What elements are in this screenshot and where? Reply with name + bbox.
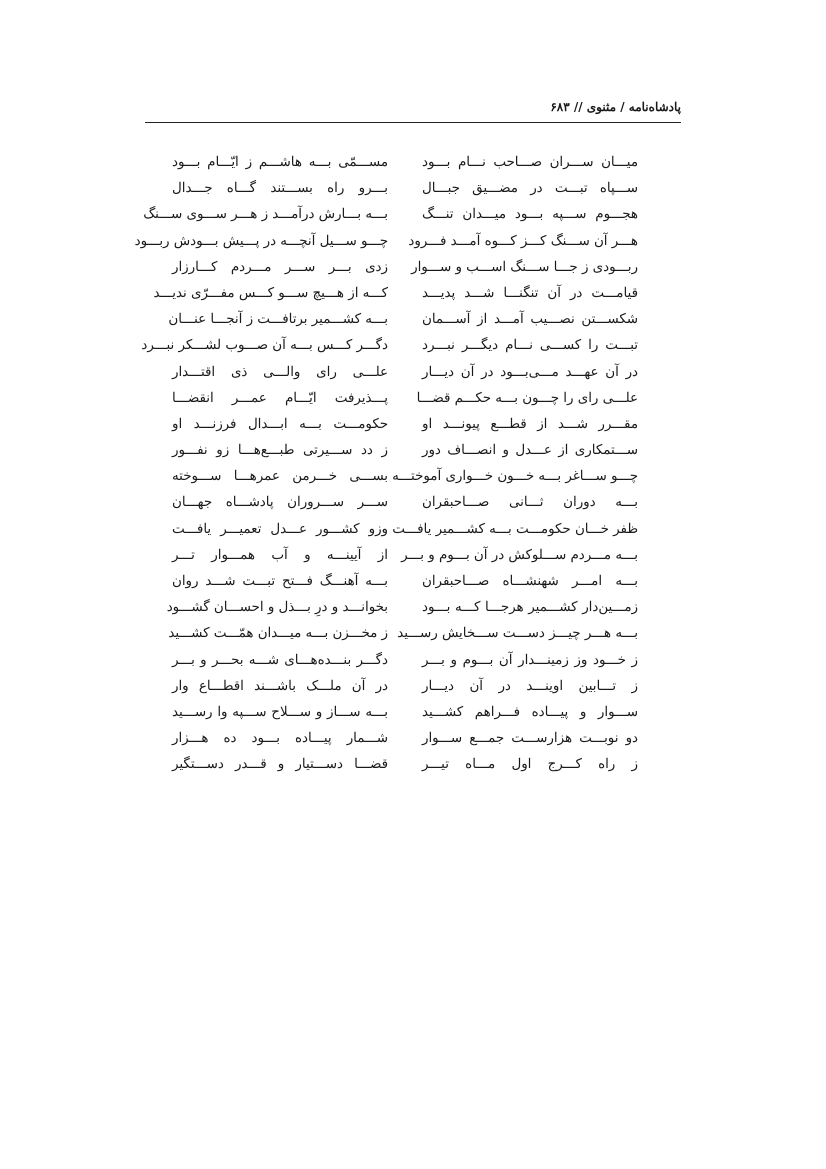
verse-hemistich-first: بـــه دوران ثـــانی صـــاحبقران	[422, 495, 638, 511]
verse-hemistich-first: بـــه امـــر شهنشـــاه صـــاحبقران	[422, 574, 638, 589]
verse-hemistich-second: چـــو ســـیل آنچـــه در پـــیش بـــودش ربـــود	[134, 233, 388, 249]
verse-hemistich-first: دو نوبـــت هزارســـت جمـــع ســـوار	[422, 731, 638, 747]
verse-hemistich-second: بخوانـــد و درِ بـــذل و احســـان گشـــود	[166, 600, 388, 616]
verse-hemistich-first: مقـــرر شـــد از قطـــع پیونـــد او	[422, 416, 638, 432]
verse-hemistich-first: قیامـــت در آن تنگنـــا شـــد پدیـــد	[422, 285, 638, 301]
running-header	[145, 100, 681, 123]
verse-hemistich-second: کـــه از هـــیچ ســـو کـــس مفـــرّی ندیـــد	[153, 285, 388, 301]
verse-hemistich-second: در آن ملـــک باشـــند اقطـــاع وار	[172, 678, 388, 694]
verse-hemistich-second: بـــرو راه بســـتند گـــاه جـــدال	[172, 181, 388, 197]
left-hemistich-column	[134, 150, 388, 779]
verse-hemistich-first: بـــه مـــردم ســـلوکش در آن بـــوم و بـــر	[401, 547, 638, 563]
verse-hemistich-second: شـــمار پیـــاده بـــود ده هـــزار	[172, 731, 388, 747]
verse-hemistich-second: ز دد ســـیرتی طبـــع‌هـــا زو نفـــور	[172, 443, 388, 459]
verse-hemistich-first: ســـپاه تبـــت در مضـــیق جبـــال	[422, 181, 638, 197]
verse-hemistich-second: دگـــر بنـــده‌هـــای شـــه بحـــر و بـــر	[172, 652, 388, 668]
verse-hemistich-second: دگـــر کـــس بـــه آن صـــوب لشـــکر نبـــرد	[141, 338, 388, 354]
verse-hemistich-first: هجـــوم ســـپه بـــود میـــدان تنـــگ	[422, 207, 638, 223]
verse-hemistich-first: شکســـتن نصـــیب آمـــد از آســـمان	[422, 312, 638, 328]
verse-hemistich-second: پـــذیرفت ایّـــام عمـــر انقضـــا	[172, 390, 388, 406]
running-title: پادشاه‌نامه / مثنوی // ۶۸۳	[550, 100, 681, 114]
verse-hemistich-second: بـــه کشـــمیر برتافـــت ز آنجـــا عنـــان	[168, 312, 388, 328]
verse-hemistich-second: زدی بـــر ســـر مـــردم کـــارزار	[172, 259, 388, 275]
verse-hemistich-first: زمـــین‌دار کشـــمیر هرجـــا کـــه بـــود	[422, 600, 638, 616]
verse-hemistich-first: ز تـــابین اوینـــد در آن دیـــار	[422, 678, 638, 694]
verse-hemistich-first: چـــو ســـاغر بـــه خـــون خـــواری آموختـــه	[392, 469, 638, 485]
verse-hemistich-second: از آیینـــه و آب همـــوار تـــر	[172, 547, 388, 563]
verse-hemistich-second: حکومـــت بـــه ابـــدال فرزنـــد او	[172, 416, 388, 432]
verse-hemistich-first: ســـتمکاری از عـــدل و انصـــاف دور	[422, 443, 638, 459]
verse-hemistich-first: ربـــودی ز جـــا ســـنگ اســـب و ســـوار	[411, 259, 638, 275]
verse-hemistich-first: میـــان ســـران صـــاحب نـــام بـــود	[422, 155, 638, 170]
verse-hemistich-first: ز راه کـــرج اول مـــاه تیـــر	[422, 757, 638, 773]
verse-hemistich-second: ســـر ســـروران پادشـــاه جهـــان	[172, 495, 388, 511]
verse-hemistich-first: ز خـــود وز زمینـــدار آن بـــوم و بـــر	[422, 652, 638, 668]
verse-hemistich-second: ز مخـــزن بـــه میـــدان همّـــت کشـــید	[168, 626, 388, 642]
verse-hemistich-first: علـــی رای را چـــون بـــه حکـــم قضـــا	[416, 390, 638, 406]
verse-hemistich-first: تبـــت را کســـی نـــام دیگـــر نبـــرد	[422, 338, 638, 354]
poem-body	[134, 150, 638, 790]
verse-hemistich-second: وزو کشـــور عـــدل تعمیـــر یافـــت	[172, 521, 388, 537]
verse-hemistich-first: بـــه هـــر چیـــز دســـت ســـخایش رســـید	[397, 626, 638, 642]
verse-hemistich-second: بـــه آهنـــگ فـــتح تبـــت شـــد روان	[172, 574, 388, 589]
verse-hemistich-second: علـــی رای والـــی ذی اقتـــدار	[172, 364, 388, 380]
verse-hemistich-second: مســـمّی بـــه هاشـــم ز ایّـــام بـــود	[172, 155, 388, 170]
right-hemistich-column	[392, 150, 638, 779]
verse-hemistich-first: ســـوار و پیـــاده فـــراهم کشـــید	[422, 704, 638, 720]
verse-hemistich-second: بـــه ســـاز و ســـلاح ســـپه وا رســـید	[172, 704, 388, 720]
verse-hemistich-first: در آن عهـــد مـــی‌بـــود در آن دیـــار	[422, 364, 638, 380]
verse-hemistich-second: قضـــا دســـتیار و قـــدر دســـتگیر	[172, 757, 388, 773]
verse-hemistich-first: ظفر خـــان حکومـــت بـــه کشـــمیر یافـــت	[392, 521, 638, 537]
verse-hemistich-second: بســـی خـــرمن عمرهـــا ســـوخته	[172, 469, 388, 485]
verse-hemistich-second: بـــه بـــارش درآمـــد ز هـــر ســـوی ســـنگ	[143, 207, 388, 223]
verse-hemistich-first: هـــر آن ســـنگ کـــز کـــوه آمـــد فـــرود	[408, 233, 638, 249]
